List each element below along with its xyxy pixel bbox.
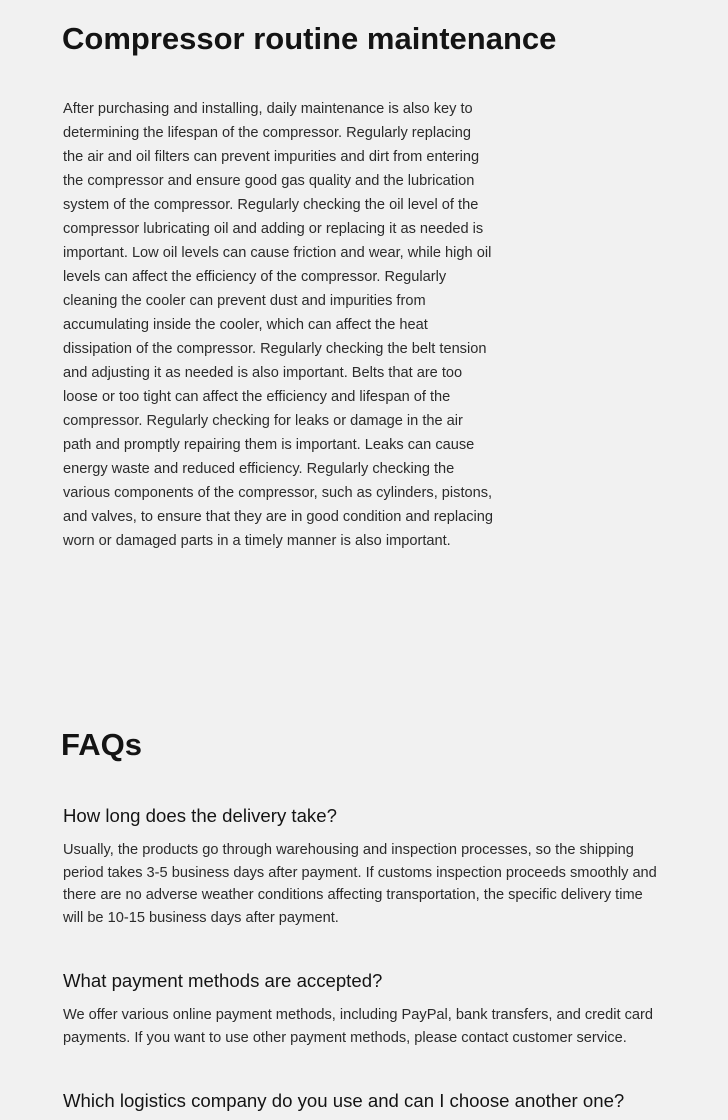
faq-item-logistics <box>63 1089 663 1113</box>
faq-question: How long does the delivery take? <box>63 805 337 826</box>
faq-answer: We offer various online payment methods, including PayPal, bank transfers, and credit card payments. If you want to use other payment methods, please contact customer service. <box>63 1007 654 1046</box>
page-title: Compressor routine maintenance <box>62 21 557 56</box>
faq-item-payment <box>63 969 663 1049</box>
faq-question: What payment methods are accepted? <box>63 970 383 991</box>
faq-section-title: FAQs <box>61 727 142 762</box>
faq-item-delivery <box>63 804 663 929</box>
maintenance-paragraph: After purchasing and installing, daily maintenance is also key to determining the lifespan of the compressor. Regularly replacing the air and oil filters can prevent impurities and dirt from entering the compressor and ensure good gas quality and the lubrication system of the compressor. Regularly checking the oil level of the compressor lubricating oil and adding or replacing it as needed is important. Low oil levels can cause friction and wear, while high oil levels can affect the efficiency of the compressor. Regularly cleaning the cooler can prevent dust and impurities from accumulating inside the cooler, which can affect the heat dissipation of the compressor. Regularly checking the belt tension and adjusting it as needed is also important. Belts that are too loose or too tight can affect the efficiency and lifespan of the compressor. Regularly checking for leaks or damage in the air path and promptly repairing them is important. Leaks can cause energy waste and reduced efficiency. Regularly checking the various components of the compressor, such as cylinders, pistons, and valves, to ensure that they are in good condition and replacing worn or damaged parts in a timely manner is also important. <box>63 101 493 549</box>
faq-answer: Usually, the products go through warehousing and inspection processes, so the shipping period takes 3-5 business days after payment. If customs inspection proceeds smoothly and there are no adverse weather conditions affecting transportation, the specific delivery time will be 10-15 business days after payment. <box>63 842 657 926</box>
faq-question: Which logistics company do you use and can I choose another one? <box>63 1090 625 1111</box>
